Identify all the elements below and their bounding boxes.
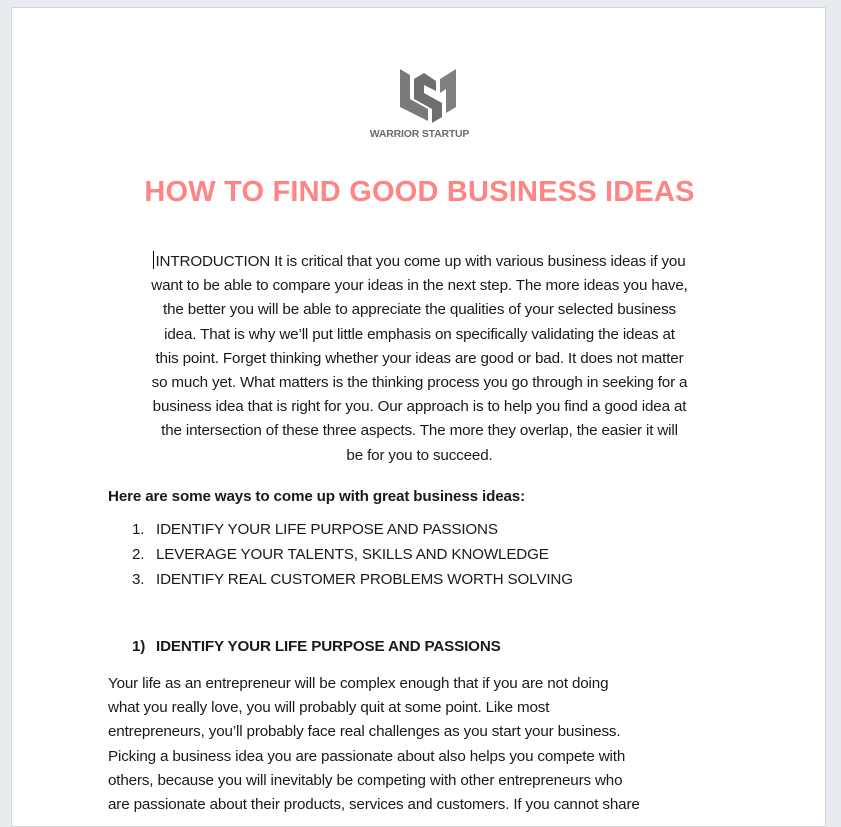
ways-list xyxy=(132,518,573,593)
intro-line: the better you will be able to appreciate the qualities of your selected business xyxy=(163,301,676,319)
intro-line: this point. Forget thinking whether your ideas are good or bad. It does not matter xyxy=(155,349,684,367)
list-item xyxy=(132,543,573,568)
body-line: Your life as an entrepreneur will be complex enough that if you are not doing xyxy=(108,675,609,692)
body-line: are passionate about their products, services and customers. If you cannot share xyxy=(108,795,640,813)
warrior-startup-logo xyxy=(392,65,464,125)
intro-line: so much yet. What matters is the thinking process you go through in seeking for a xyxy=(151,373,688,391)
intro-line: the intersection of these three aspects. The more they overlap, the easier it will xyxy=(161,422,678,440)
body-line: entrepreneurs, you’ll probably face real challenges as you start your business. xyxy=(108,723,621,741)
list-text: LEVERAGE YOUR TALENTS, SKILLS AND KNOWLEDGE xyxy=(156,546,549,563)
list-text: IDENTIFY YOUR LIFE PURPOSE AND PASSIONS xyxy=(156,521,498,538)
ways-heading: Here are some ways to come up with great business ideas: xyxy=(108,488,525,505)
list-item xyxy=(132,568,573,593)
logo-text: WARRIOR STARTUP xyxy=(369,128,470,140)
list-number: 3. xyxy=(132,571,145,588)
intro-line: be for you to succeed. xyxy=(346,446,493,464)
section-title: IDENTIFY YOUR LIFE PURPOSE AND PASSIONS xyxy=(156,638,501,655)
list-number: 2. xyxy=(132,546,145,563)
list-number: 1. xyxy=(132,521,145,538)
section-paragraph[interactable] xyxy=(108,672,640,817)
intro-paragraph[interactable] xyxy=(72,250,767,468)
document-title: HOW TO FIND GOOD BUSINESS IDEAS xyxy=(144,176,695,208)
body-line: what you really love, you will probably quit at some point. Like most xyxy=(108,699,550,717)
body-line: Picking a business idea you are passionate about also helps you compete with xyxy=(108,747,626,765)
list-text: IDENTIFY REAL CUSTOMER PROBLEMS WORTH SOLVING xyxy=(156,571,573,588)
intro-line: idea. That is why we’ll put little emphasis on specifically validating the ideas at xyxy=(164,325,675,343)
intro-line: INTRODUCTION It is critical that you come up with various business ideas if you xyxy=(155,253,686,270)
body-line: others, because you will inevitably be competing with other entrepreneurs who xyxy=(108,771,623,789)
section-heading xyxy=(132,638,501,655)
list-item xyxy=(132,518,573,543)
intro-line: want to be able to compare your ideas in the next step. The more ideas you have, xyxy=(151,277,688,295)
section-number: 1) xyxy=(132,638,146,655)
document-page xyxy=(11,7,826,827)
intro-line: business idea that is right for you. Our approach is to help you find a good idea at xyxy=(152,398,687,416)
